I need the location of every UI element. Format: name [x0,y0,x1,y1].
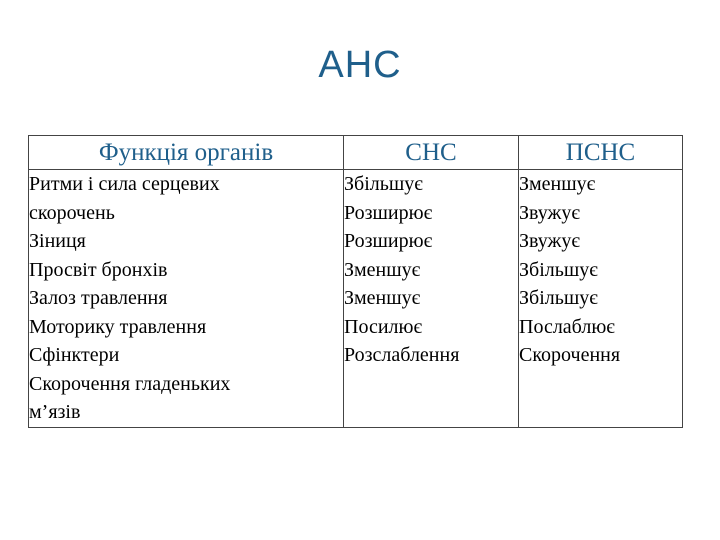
header-psns: ПСНС [519,136,683,170]
psns-value: Зменшує [519,173,596,195]
function-line: Просвіт бронхів [29,258,168,281]
sns-value: Розслаблення [344,344,460,366]
sns-value: Зменшує [344,258,421,281]
ans-comparison-table [28,135,683,428]
table-header-row [29,136,683,170]
function-line: м’язів [29,401,81,423]
function-line: Моторику травлення [29,315,207,338]
function-line: Сфінктери [29,344,120,366]
psns-value: Збільшує [519,258,598,281]
psns-value: Скорочення [519,344,621,366]
table-row [29,170,683,428]
psns-cell [519,170,683,428]
header-organ-function: Функція органів [29,136,344,170]
sns-cell [344,170,519,428]
page-title: АНС [318,44,402,86]
functions-cell [29,170,344,428]
function-line: скорочень [29,201,115,224]
psns-value: Послаблює [519,315,615,338]
function-line: Скорочення гладеньких [29,372,231,395]
psns-value: Звужує [519,230,580,252]
sns-value: Розширює [344,230,433,252]
function-line: Зіниця [29,230,86,252]
sns-value: Збільшує [344,173,423,195]
header-sns: СНС [344,136,519,170]
sns-value: Розширює [344,201,433,224]
function-line: Залоз травлення [29,287,168,309]
psns-value: Звужує [519,201,580,224]
sns-value: Посилює [344,315,423,338]
function-line: Ритми і сила серцевих [29,173,220,195]
sns-value: Зменшує [344,287,421,309]
psns-value: Збільшує [519,287,598,309]
